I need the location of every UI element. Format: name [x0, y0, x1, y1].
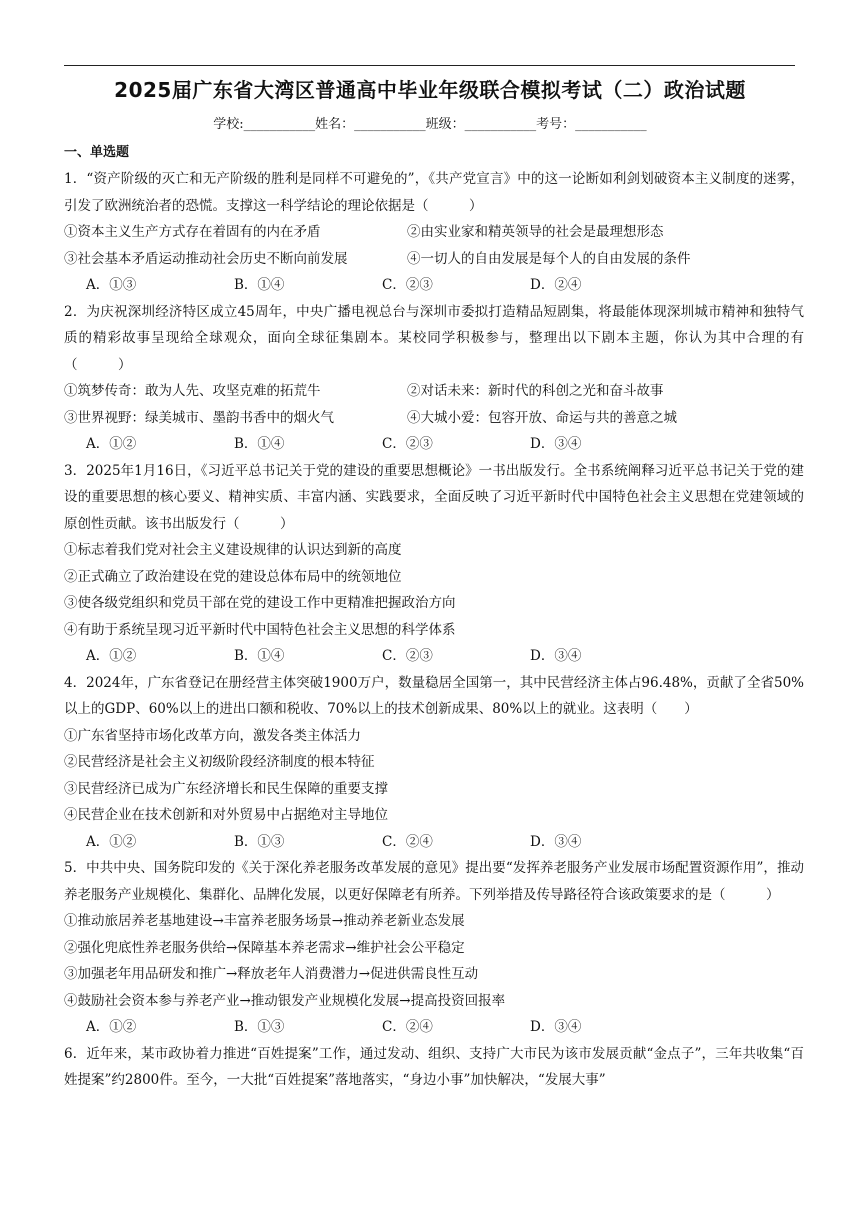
option-row [64, 378, 804, 405]
option-4: ④民营企业在技术创新和对外贸易中占据绝对主导地位 [64, 807, 388, 823]
option-1: ①资本主义生产方式存在着固有的内在矛盾 [64, 224, 321, 240]
choice-b: B．①③ [234, 833, 285, 850]
question-stem: 2．为庆祝深圳经济特区成立45周年，中央广播电视总台与深圳市委拟打造精品短剧集，将最能体现深圳城市精神和独特气质的精彩故事呈现给全球观众，面向全球征集剧本。某校同学积极参与，整理出以下剧本主题，你认为其中合理的有（ ） [64, 303, 804, 373]
choice-a: A．①② [86, 648, 137, 664]
choice-d: D．③④ [530, 436, 582, 452]
exam-title: 2025届广东省大湾区普通高中毕业年级联合模拟考试（二）政治试题 [114, 78, 746, 102]
question-3 [64, 458, 804, 670]
option-4: ④一切人的自由发展是每个人的自由发展的条件 [407, 250, 691, 267]
choice-b: B．①④ [234, 277, 285, 293]
question-2 [64, 299, 804, 458]
choice-d: D．③④ [530, 648, 582, 664]
question-stem: 4．2024年，广东省登记在册经营主体突破1900万户，数量稳居全国第一，其中民营经济主体占96.48%，贡献了全省50%以上的GDP、60%以上的进出口额和税收、70%以上的技术创新成果、80%以上的就业。这表明（ ） [64, 674, 804, 717]
option-4: ④大城小爱：包容开放、命运与共的善意之城 [407, 409, 677, 426]
header-rule [64, 65, 795, 66]
choice-c: C．②③ [382, 436, 433, 452]
choice-a: A．①③ [86, 277, 137, 293]
question-stem: 5．中共中央、国务院印发的《关于深化养老服务改革发展的意见》提出要“发挥养老服务产业发展市场配置资源作用”，推动养老服务产业规模化、集群化、品牌化发展，以更好保障老有所养。下列举措及传导路径符合该政策要求的是（ ） [64, 860, 804, 903]
option-3: ③社会基本矛盾运动推动社会历史不断向前发展 [64, 250, 348, 267]
option-1: ①推动旅居养老基地建设→丰富养老服务场景→推动养老新业态发展 [64, 913, 465, 929]
question-1 [64, 166, 804, 299]
choice-c: C．②④ [382, 1019, 433, 1035]
option-1: ①广东省坚持市场化改革方向，激发各类主体活力 [64, 727, 361, 744]
option-row [64, 219, 804, 246]
option-3: ③加强老年用品研发和推广→释放老年人消费潜力→促进供需良性互动 [64, 966, 479, 982]
question-6 [64, 1041, 804, 1094]
choice-d: D．③④ [530, 833, 582, 850]
choice-c: C．②③ [382, 648, 433, 664]
choice-a: A．①② [86, 833, 137, 850]
option-3: ③使各级党组织和党员干部在党的建设工作中更精准把握政治方向 [64, 595, 456, 611]
option-2: ②强化兜底性养老服务供给→保障基本养老需求→维护社会公平稳定 [64, 939, 465, 956]
answer-choices [64, 643, 804, 670]
choice-d: D．②④ [530, 277, 582, 293]
option-2: ②由实业家和精英领导的社会是最理想形态 [407, 224, 664, 240]
question-stem: 1．“资产阶级的灭亡和无产阶级的胜利是同样不可避免的”，《共产党宣言》中的这一论断如利剑划破资本主义制度的迷雾，引发了欧洲统治者的恐慌。支撑这一科学结论的理论依据是（ ） [64, 171, 804, 214]
option-4: ④鼓励社会资本参与养老产业→推动银发产业规模化发展→提高投资回报率 [64, 992, 506, 1009]
question-4 [64, 670, 804, 856]
choice-a: A．①② [86, 436, 137, 452]
option-2: ②民营经济是社会主义初级阶段经济制度的根本特征 [64, 754, 375, 770]
option-3: ③民营经济已成为广东经济增长和民生保障的重要支撑 [64, 780, 388, 797]
choice-d: D．③④ [530, 1019, 582, 1035]
answer-choices [64, 272, 804, 299]
option-3: ③世界视野：绿美城市、墨韵书香中的烟火气 [64, 409, 334, 426]
section-title: 一、单选题 [64, 145, 130, 160]
answer-choices [64, 829, 804, 856]
question-5 [64, 855, 804, 1041]
choice-b: B．①③ [234, 1019, 285, 1035]
answer-choices [64, 1014, 804, 1041]
choice-c: C．②③ [382, 277, 433, 293]
choice-c: C．②④ [382, 833, 433, 850]
option-2: ②对话未来：新时代的科创之光和奋斗故事 [407, 383, 664, 399]
option-1: ①标志着我们党对社会主义建设规律的认识达到新的高度 [64, 542, 402, 558]
option-2: ②正式确立了政治建设在党的建设总体布局中的统领地位 [64, 568, 402, 585]
exam-content [64, 142, 804, 1094]
question-stem: 6．近年来，某市政协着力推进“百姓提案”工作，通过发动、组织、支持广大市民为该市发展贡献“金点子”，三年共收集“百姓提案”约2800件。至今，一大批“百姓提案”落地落实，“身边小事”加快解决，“发展大事” [64, 1045, 804, 1088]
option-4: ④有助于系统呈现习近平新时代中国特色社会主义思想的科学体系 [64, 621, 456, 638]
question-stem: 3．2025年1月16日，《习近平总书记关于党的建设的重要思想概论》一书出版发行。全书系统阐释习近平总书记关于党的建设的重要思想的核心要义、精神实质、丰富内涵、实践要求，全面反映了习近平新时代中国特色社会主义思想在党建领域的原创性贡献。该书出版发行（ ） [64, 462, 804, 532]
choice-b: B．①④ [234, 648, 285, 664]
option-row [64, 246, 804, 273]
choice-a: A．①② [86, 1019, 137, 1035]
student-info-line: 学校:___________姓名：___________班级：___________考号：___________ [213, 117, 647, 132]
option-1: ①筑梦传奇：敢为人先、攻坚克难的拓荒牛 [64, 383, 321, 399]
answer-choices [64, 431, 804, 458]
choice-b: B．①④ [234, 436, 285, 452]
option-row [64, 405, 804, 432]
